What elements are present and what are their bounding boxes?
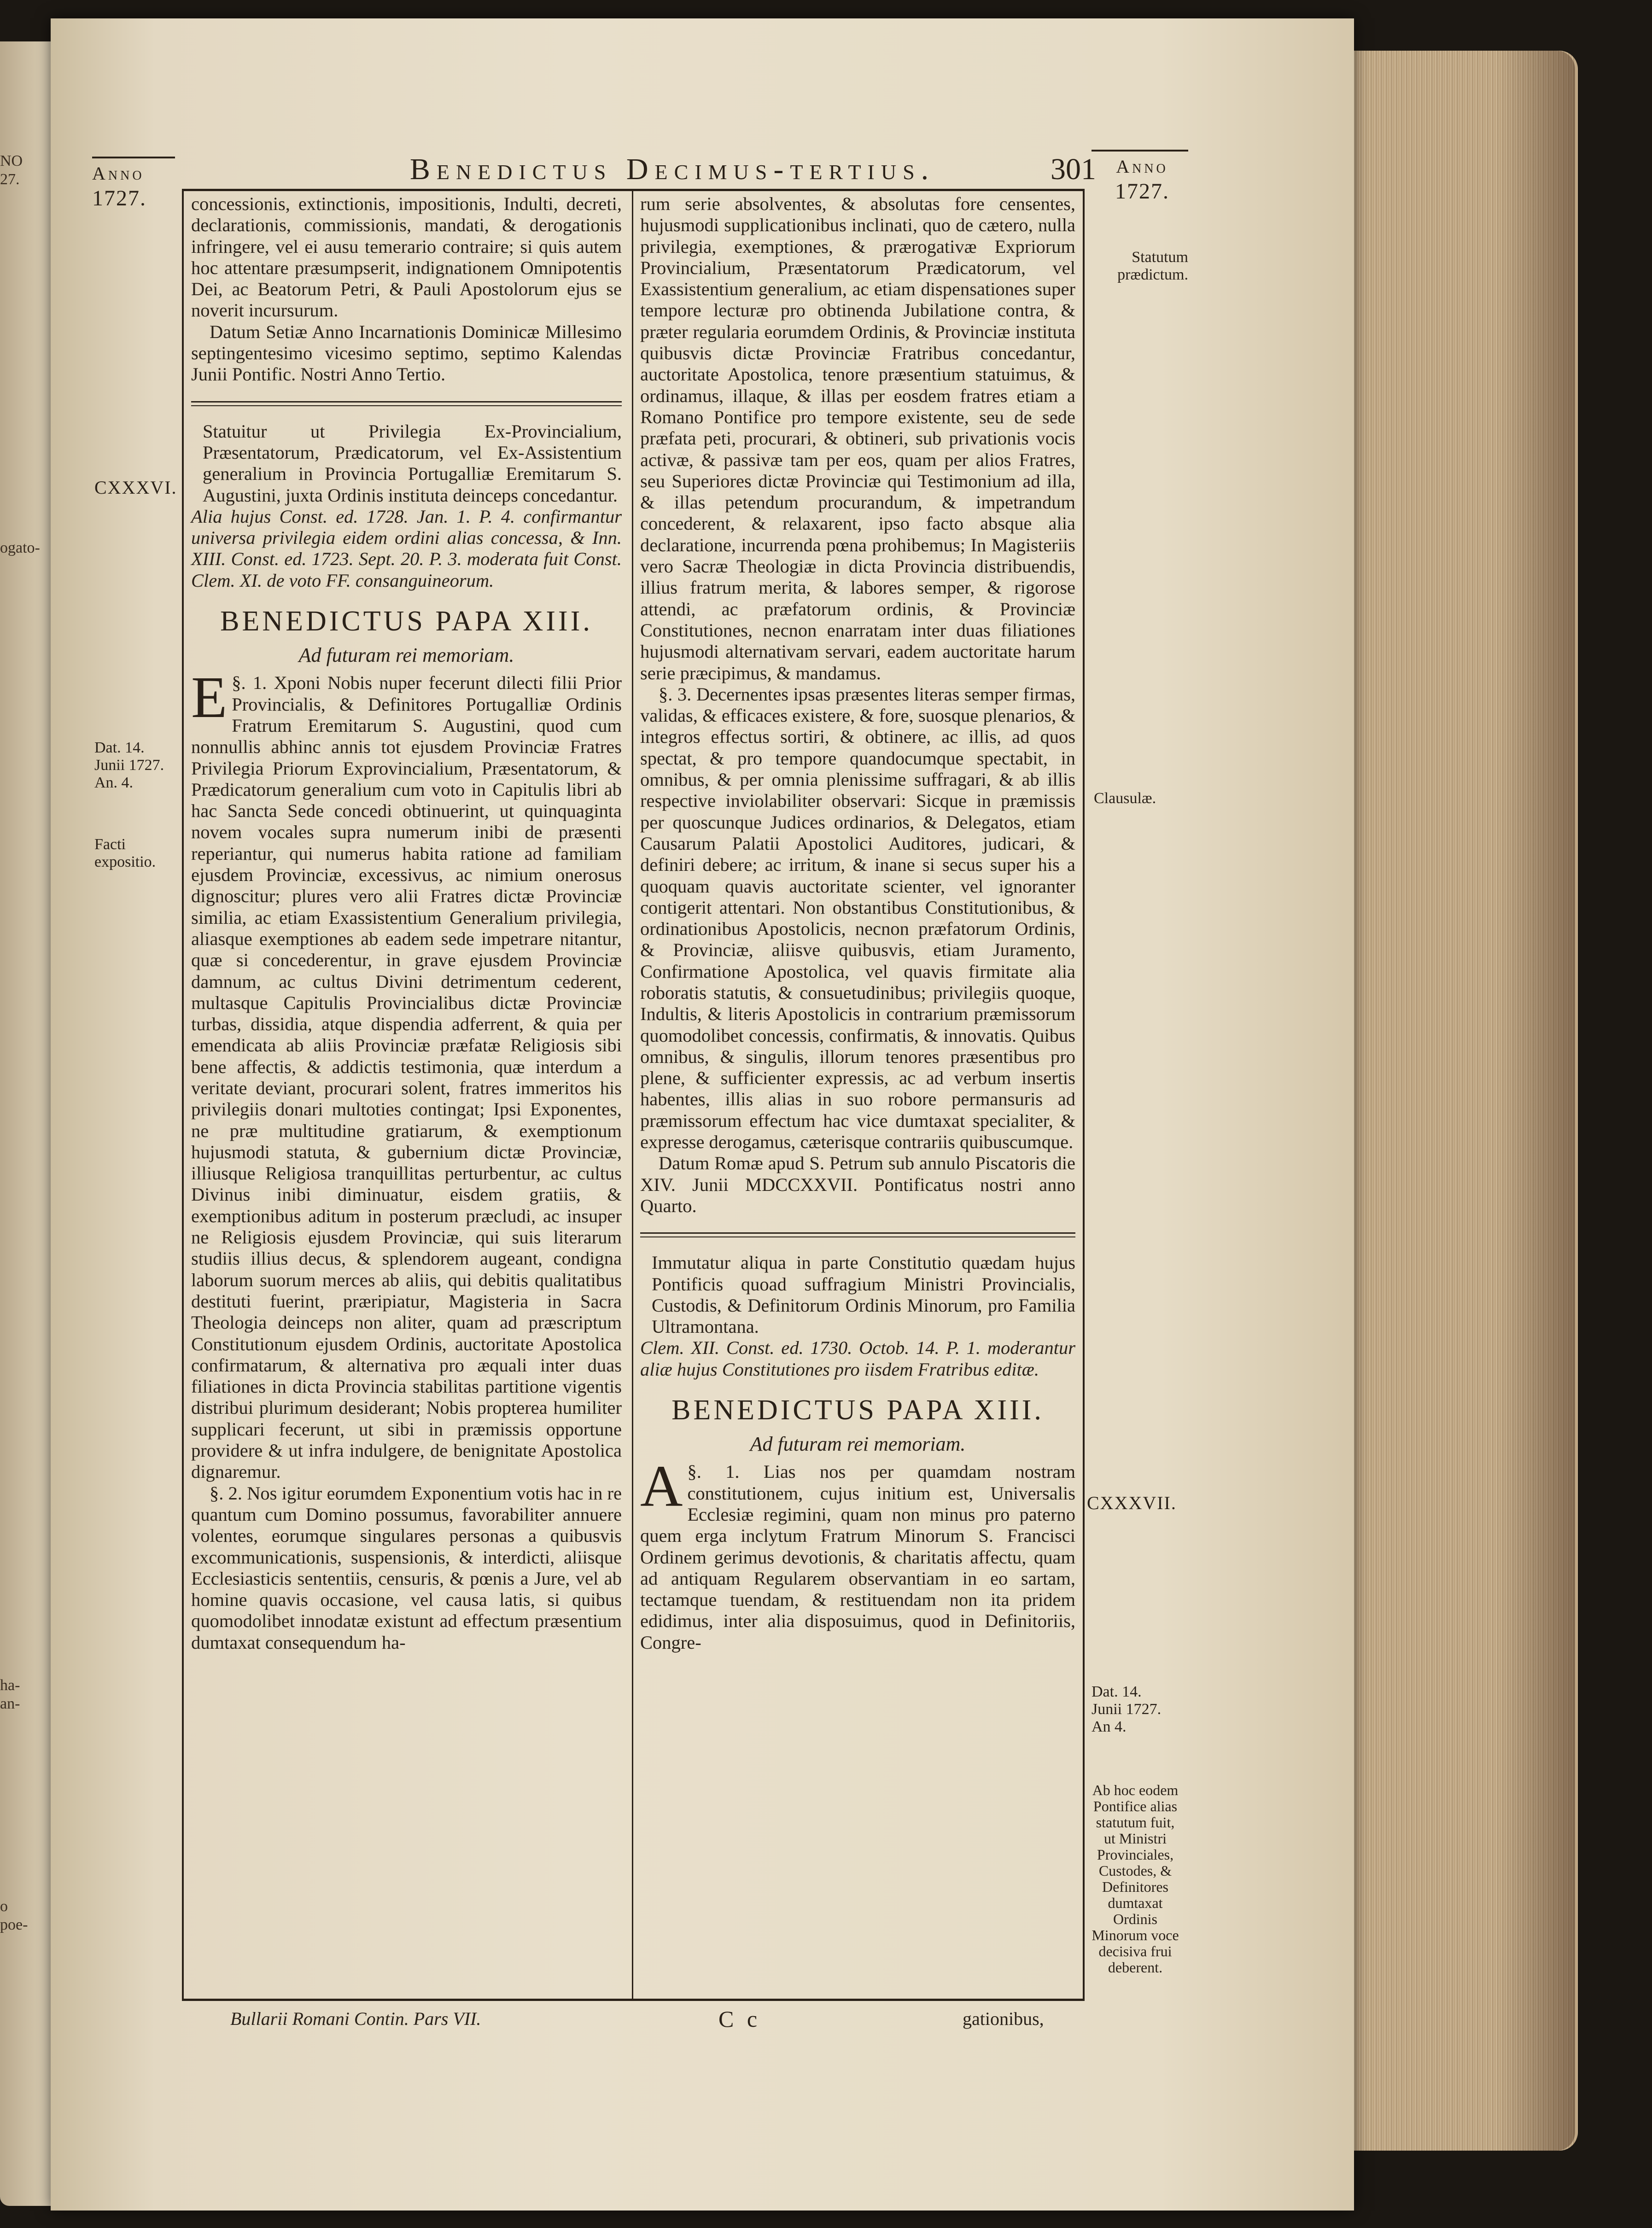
section-mark: §. 1. bbox=[232, 672, 267, 694]
constitution-number-cxxxvi: CXXXVI. bbox=[94, 477, 177, 498]
ab-hoc-note: Ab hoc eodem Pontifice alias statutum fuit, ut Ministri Provinciales, Custodes, & Definitores dumtaxat Ordinis Minorum voce decisiva frui deberent. bbox=[1092, 1782, 1179, 1976]
year-label: 1727. bbox=[92, 186, 146, 210]
running-title: Benedictus Decimus-tertius. bbox=[409, 152, 935, 186]
section-2-text: Nos igitur eorumdem Exponentium votis hac in re quantum cum Domino possumus, favorabiliter annuere volentes, eorumque singulares personas a quibusvis excommunicationis, suspensionis, & interdicti, aliisque Ecclesiasticis sententiis, censuris, & pœnis a Jure, vel ab homine quavis occasione, vel causa latis, si quibus quomodolibet innodatæ existunt ad effectum præsentium dumtaxat consequendum ha- bbox=[191, 1482, 622, 1653]
date-note-left: Dat. 14. Junii 1727. An. 4. bbox=[94, 739, 164, 791]
section-1-text: Xponi Nobis nuper fecerunt dilecti filii Prior Provincialis, & Definitores Portugalliæ Ordinis Fratrum Eremitarum S. Augustini, quod cum nonnullis abhinc annis tot ejusdem Provinciæ Fratres Privilegia Priorum Exprovincialium, Præsentatorum, & Prædicatorum generalium cum voto in Capitulis libri ab hac Sancta Sede concedi obtinuerint, ut quinquaginta novem vocales supra numerum inibi de præsenti reperiantur, qui numerus habita ratione ad familiam ejusdem Provinciæ, excessivus, ac nimium onerosus dignoscitur; plures vero alii Fratres dictæ Provinciæ similia, ac etiam Exassistentium Generalium privilegia, aliasque exemptiones ab eadem sede impetrare nitantur, quæ si concederentur, in grave ejusdem Provinciæ damnum, ac cultus Divini detrimentum cederent, multasque Capitulis Provincialibus dictæ Provinciæ turbas, dissidia, atque dispendia adferrent, & quia per emendicata ab aliis Provinciæ præfatæ Religiosis sibi bene affectis, & addictis testimonia, quæ interdum a veritate deviant, procurari solent, fratres immeritos his privilegiis donari multoties contingat; Ipsi Exponentes, ne præ multitudine gratiarum, & exemptionum hujusmodi statuta, & gubernium dictæ Provinciæ, illiusque Religiosa tranquillitas perturbentur, ac cultus Divinus inibi diminuatur, eisdem gratiis, & exemptionibus aditum in posterum præcludi, ac insuper ne Religiosis ejusdem Provinciæ, qui suis literarum studiis illius decus, & splendorem augeant, condigna laborum suorum merces ab aliis, qui debitis qualitatibus destituti fuerint, præripiatur, Magisteria in Sacra Theologia deinceps non aliter, quam ad præscriptum Constitutionum ejusdem Ordinis, auctoritate Apostolica confirmatarum, & alternativa pro æquali inter duas filiationes in dicta Provincia stabilitas partitione vigentis distribui plurimum desiderant; Nobis propterea humiliter supplicari fecerunt, ut sibi in præmissis opportune providere & ut infra indulgere, de benignitate Apostolica dignaremur. bbox=[191, 672, 622, 1482]
prev-margin-fragment: o poe- bbox=[0, 1898, 28, 1933]
previous-page-margin-text bbox=[0, 152, 40, 1934]
prev-margin-fragment: ha- bbox=[0, 1677, 20, 1694]
column-divider bbox=[632, 189, 633, 2001]
drop-cap: A bbox=[640, 1453, 683, 1519]
right-column bbox=[640, 193, 1075, 1653]
anno-right-rule bbox=[1092, 150, 1188, 152]
section-1-text: Lias nos per quamdam nostram constitutionem, cujus initium est, Universalis Ecclesiæ regimini, quam non minus pro paterno quem erga inclytum Fratrum Minorum S. Francisci Ordinem gerimus devotionis, & charitatis affectu, quam ad antiquam Regularem observantiam in eo sartam, tectamque tuendam, & restituendam non ita pridem edidimus, inter alia disposuimus, quod in Definitoriis, Congre- bbox=[640, 1461, 1076, 1653]
book-fore-edge-shade bbox=[1497, 51, 1575, 2151]
page-number: 301 bbox=[1051, 152, 1096, 186]
section-1 bbox=[640, 1453, 1076, 1653]
constitution-summary: Immutatur aliqua in parte Constitutio quædam hujus Pontificis quoad suffragium Ministri Provincialis, Custodis, & Definitorum Ordinis Minorum, pro Familia Ultramontana. bbox=[652, 1252, 1075, 1337]
datum-left: Datum Setiæ Anno Incarnationis Dominicæ Millesimo septingentesimo vicesimo septimo, septimo Kalendas Junii Pontific. Nostri Anno Tertio. bbox=[191, 321, 622, 385]
anno-label: Anno bbox=[92, 163, 145, 184]
prev-margin-fragment: 27. bbox=[0, 171, 20, 188]
clausulae-note: Clausulæ. bbox=[1094, 790, 1156, 807]
memoriam-subheading: Ad futuram rei memoriam. bbox=[298, 644, 514, 667]
section-separator bbox=[191, 401, 622, 406]
frame-bottom-rule bbox=[182, 1999, 1085, 2001]
footer-volume: Bullarii Romani Contin. Pars VII. bbox=[230, 2008, 481, 2029]
continuation-text: rum serie absolventes, & absolutas fore censentes, hujusmodi supplicationibus inclinati, quo de cætero, nulla privilegia, exemptiones, & prærogativæ Expriorum Provincialium, Præsentatorum Prædicatorum, vel Exassistentium generalium, ac etiam dispensationes super tempore lecturæ pro obtinenda Jubilatione contra, & præter regularia eorumdem Ordinis, & Provinciæ instituta quibusvis dictæ Provinciæ Fratribus concedantur, auctoritate Apostolica, tenore præsentium statuimus, & ordinamus, illaque, & illas per eosdem fratres etiam a Romano Pontifice pro tempore existente, seu de sede præfata peti, procurari, & obtineri, sub privationis vocis activæ, & passivæ tam per eos, quam per alios Fratres, seu Superiores dictæ Provinciæ qui Testimonium ad illa, & illas petendum procurandum, & impetrandum concederent, & relaxarent, ipso facto absque alia declaratione, incurrenda pœna prohibemus; In Magisteriis vero Sacræ Theologiæ in dicta Provincia distribuendis, illius fratrum merita, & labores semper, & rigorose attendi, ac præfatorum ordinis, & Provinciæ Constitutiones, necnon enarratam inter duas filiationes hujusmodi alternativam servari, eadem auctoritate harum serie præcipimus, & mandamus. bbox=[640, 193, 1075, 683]
signature-mark: C c bbox=[718, 2006, 761, 2032]
section-1 bbox=[191, 665, 622, 1482]
section-mark: §. 3. bbox=[659, 683, 692, 705]
constitution-note: Clem. XII. Const. ed. 1730. Octob. 14. P. 1. moderantur aliæ hujus Constitutiones pro iisdem Fratribus editæ. bbox=[640, 1337, 1075, 1380]
facti-expositio-note: Facti expositio. bbox=[94, 836, 156, 870]
constitution-number-cxxxvii: CXXXVII. bbox=[1087, 1493, 1177, 1513]
year-label: 1727. bbox=[1115, 179, 1169, 204]
constitution-note: Alia hujus Const. ed. 1728. Jan. 1. P. 4. confirmantur universa privilegia eidem ordini alias concessa, & Inn. XIII. Const. ed. 1723. Sept. 20. P. 3. moderata fuit Const. Clem. XI. de voto FF. consanguineorum. bbox=[191, 506, 622, 591]
section-separator bbox=[640, 1232, 1075, 1237]
memoriam-subheading: Ad futuram rei memoriam. bbox=[750, 1433, 966, 1456]
statutum-note: Statutum prædictum. bbox=[1117, 249, 1188, 283]
anno-left bbox=[92, 161, 184, 211]
section-2 bbox=[191, 1483, 622, 1653]
frame-top-rule bbox=[182, 189, 1085, 191]
section-3-text: Decernentes ipsas præsentes literas semper firmas, validas, & efficaces existere, & fore, suosque plenarios, & integros effectus sortiri, & obtinere, ac illis, ad quos spectat, & pro tempore quandocumque spectabit, in omnibus, & per omnia plenissime suffragari, & ab illis respective inviolabiliter observari: Sicque in præmissis per quoscunque Judices ordinarios, & Delegatos, etiam Causarum Palatii Apostolici Auditores, judicari, & definiri debere; ac irritum, & inane si secus super his a quoquam quavis auctoritate scienter, vel ignoranter contigerit attentari. Non obstantibus Constitutionibus, & ordinationibus Apostolicis, necnon præfatorum Ordinis, & Provinciæ, aliisve quibusvis, etiam Juramento, Confirmatione Apostolica, vel quavis firmitate alia roboratis statutis, & consuetudinibus; privilegiis quoque, Indultis, & literis Apostolicis in contrarium præmissorum quomodolibet concessis, confirmatis, & innovatis. Quibus omnibus, & singulis, illorum tenores præsentibus pro plene, & sufficienter expressis, ac ad verbum insertis habentes, illis alias in suo robore permansuris ad præmissorum effectum hac vice dumtaxat specialiter, & expresse derogamus, cæterisque contrariis quibuscumque. bbox=[640, 683, 1076, 1153]
prev-margin-fragment: an- bbox=[0, 1695, 20, 1712]
prev-margin-fragment: NO bbox=[0, 152, 23, 169]
date-note-right: Dat. 14. Junii 1727. An 4. bbox=[1092, 1683, 1162, 1735]
anno-label: Anno bbox=[1116, 156, 1168, 177]
constitution-summary: Statuitur ut Privilegia Ex-Provincialium, Præsentatorum, Prædicatorum, vel Ex-Assistentium generalium in Provincia Portugalliæ Eremitarum S. Augustini, juxta Ordinis instituta deinceps concedantur. bbox=[203, 420, 622, 506]
pope-heading: BENEDICTUS PAPA XIII. bbox=[220, 606, 593, 637]
frame-right-rule bbox=[1083, 189, 1085, 2001]
anno-left-rule bbox=[92, 157, 175, 158]
datum-right: Datum Romæ apud S. Petrum sub annulo Piscatoris die XIV. Junii MDCCXXVII. Pontificatus nostri anno Quarto. bbox=[640, 1153, 1075, 1216]
section-mark: §. 1. bbox=[687, 1461, 740, 1482]
prev-margin-fragment: ogato- bbox=[0, 539, 40, 556]
pope-heading: BENEDICTUS PAPA XIII. bbox=[671, 1394, 1044, 1426]
drop-cap: E bbox=[191, 665, 228, 730]
left-column bbox=[191, 193, 622, 1653]
section-mark: §. 2. bbox=[210, 1482, 242, 1504]
section-3 bbox=[640, 684, 1075, 1153]
opening-text: concessionis, extinctionis, impositionis, Indulti, decreti, declarationis, commissionis, mandati, & derogationis infringere, vel ei ausu temerario contraire; si quis autem hoc attentare præsumpserit, indignationem Omnipotentis Dei, ac Beatorum Petri, & Pauli Apostolorum ejus se noverit incursurum. bbox=[191, 193, 622, 321]
catchword: gationibus, bbox=[963, 2008, 1044, 2029]
anno-right bbox=[1092, 154, 1193, 204]
frame-left-rule bbox=[182, 189, 184, 2001]
